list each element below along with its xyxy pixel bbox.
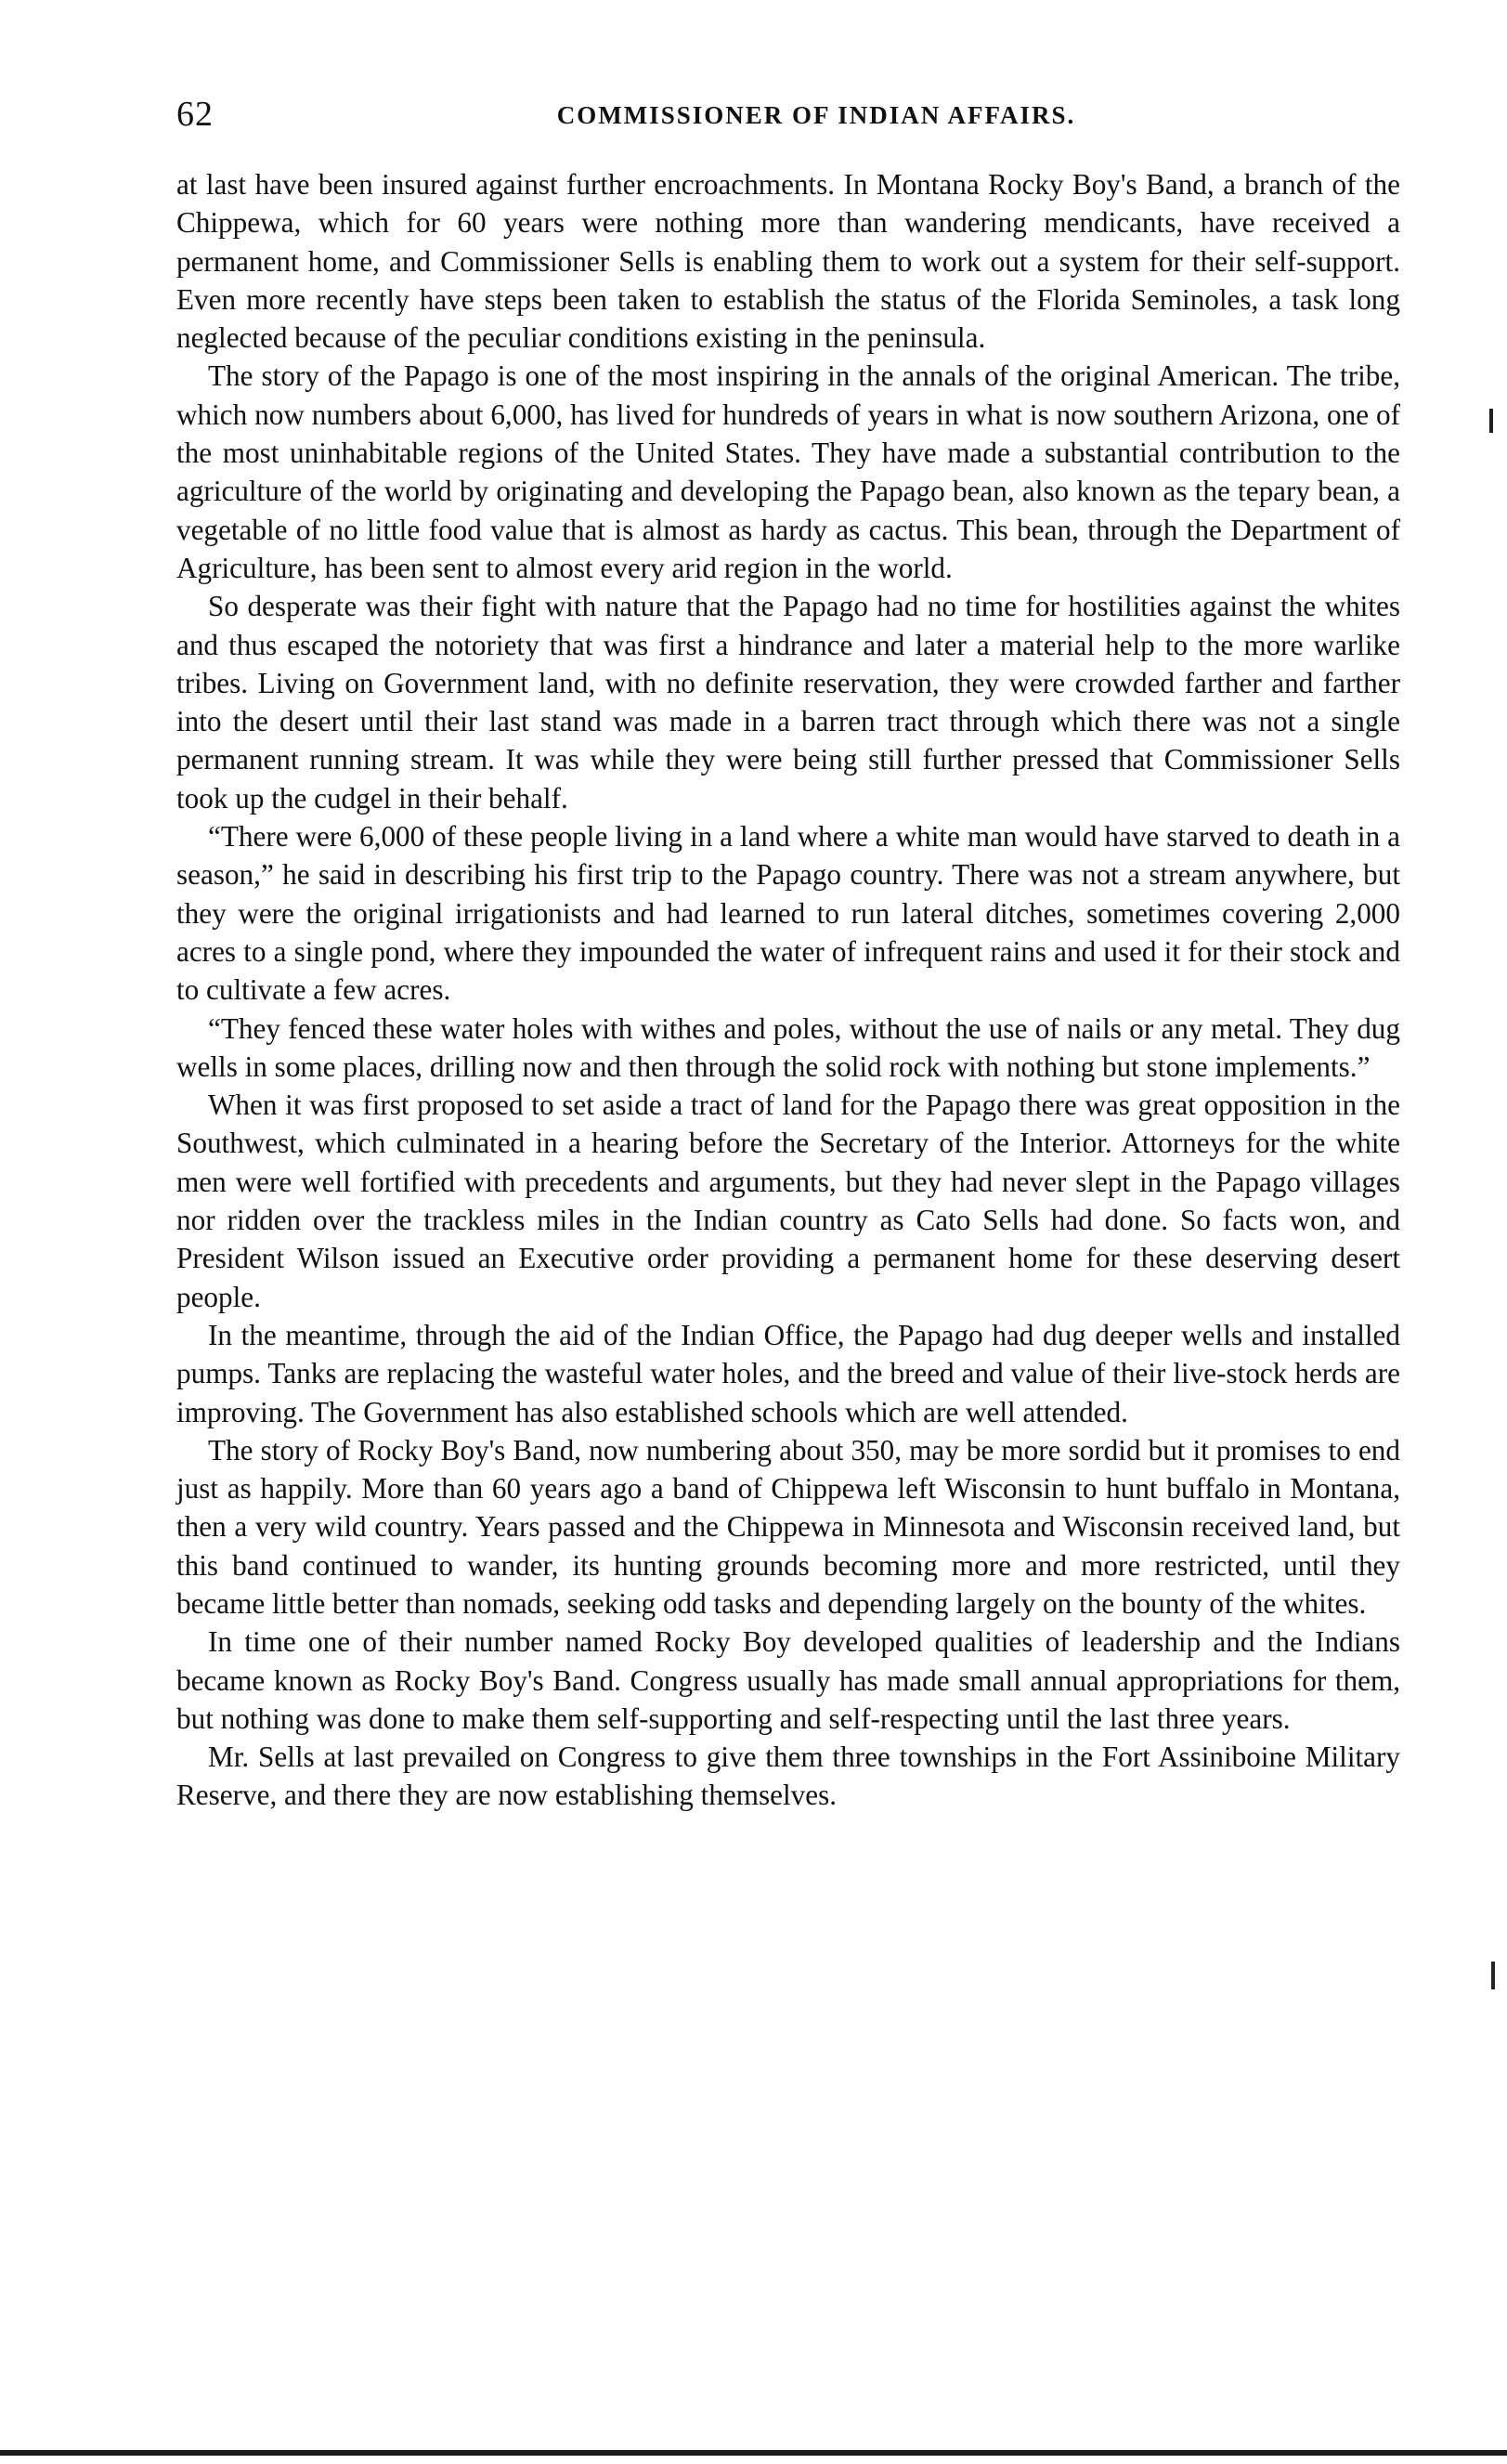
paragraph-7: In the meantime, through the aid of the Indian Office, the Papago had dug deeper wells and installed pumps. Tanks are replacing the wasteful water holes, and the breed and value of their live-stock herds are improving. The Government has also established schools which are well attended.: [176, 1318, 1400, 1428]
page-bottom-edge: [0, 2450, 1507, 2456]
paragraph-2: The story of the Papago is one of the most inspiring in the annals of the original American. The tribe, which now numbers about 6,000, has lived for hundreds of years in what is now southern Arizona, one of the most uninhabitable regions of the United States. They have made a substantial contribution to the agriculture of the world by originating and developing the Papago bean, also known as the tepary bean, a vegetable of no little food value that is almost as hardy as cactus. This bean, through the Department of Agriculture, has been sent to almost every arid region in the world.: [176, 359, 1400, 584]
paragraph-6: When it was first proposed to set aside a tract of land for the Papago there was great opposition in the Southwest, which culminated in a hearing before the Secretary of the Interior. Attorneys for the white men were well fortified with precedents and arguments, but they had never slept in the Papago villages nor ridden over the trackless miles in the Indian country as Cato Sells had done. So facts won, and President Wilson issued an Executive order providing a permanent home for these deserving desert people.: [176, 1089, 1400, 1313]
paragraph-10: Mr. Sells at last prevailed on Congress to give them three townships in the Fort Assiniboine Military Reserve, and there they are now establishing themselves.: [176, 1740, 1400, 1812]
paragraph-1: at last have been insured against further encroachments. In Montana Rocky Boy's Band, a branch of the Chippewa, which for 60 years were nothing more than wandering mendicants, have received a permanent home, and Commissioner Sells is enabling them to work out a system for their self-support. Even more recently have steps been taken to establish the status of the Florida Seminoles, a task long neglected because of the peculiar conditions existing in the peninsula.: [176, 168, 1400, 355]
running-head: COMMISSIONER OF INDIAN AFFAIRS.: [556, 101, 1076, 129]
paragraph-8: The story of Rocky Boy's Band, now numbering about 350, may be more sordid but it promises to end just as happily. More than 60 years ago a band of Chippewa left Wisconsin to hunt buffalo in Montana, then a very wild country. Years passed and the Chippewa in Minnesota and Wisconsin received land, but this band continued to wander, its hunting grounds becoming more and more restricted, until they became little better than nomads, seeking odd tasks and depending largely on the bounty of the whites.: [176, 1433, 1400, 1620]
paragraph-4: “There were 6,000 of these people living in a land where a white man would have starved to death in a season,” he said in describing his first trip to the Papago country. There was not a stream anywhere, but they were the original irrigationists and had learned to run lateral ditches, sometimes covering 2,000 acres to a single pond, where they impounded the water of infrequent rains and used it for their stock and to cultivate a few acres.: [176, 820, 1400, 1007]
page-number: 62: [176, 95, 214, 134]
right-margin-mark: [1489, 409, 1493, 433]
paragraph-3: So desperate was their fight with nature that the Papago had no time for hostilities against the whites and thus escaped the notoriety that was first a hindrance and later a material help to the more warlike tribes. Living on Government land, with no definite reservation, they were crowded farther and farther into the desert until their last stand was made in a barren tract through which there was not a single permanent running stream. It was while they were being still further pressed that Commissioner Sells took up the cudgel in their behalf.: [176, 590, 1400, 815]
body-text: [176, 165, 1400, 1815]
paragraph-9: In time one of their number named Rocky Boy developed qualities of leadership and the Indians became known as Rocky Boy's Band. Congress usually has made small annual appropriations for them, but nothing was done to make them self-supporting and self-respecting until the last three years.: [176, 1625, 1400, 1735]
paragraph-5: “They fenced these water holes with withes and poles, without the use of nails or any metal. They dug wells in some places, drilling now and then through the solid rock with nothing but stone implements.”: [176, 1011, 1400, 1083]
page-header: [176, 91, 1400, 137]
right-margin-mark-lower: [1491, 1962, 1495, 1989]
